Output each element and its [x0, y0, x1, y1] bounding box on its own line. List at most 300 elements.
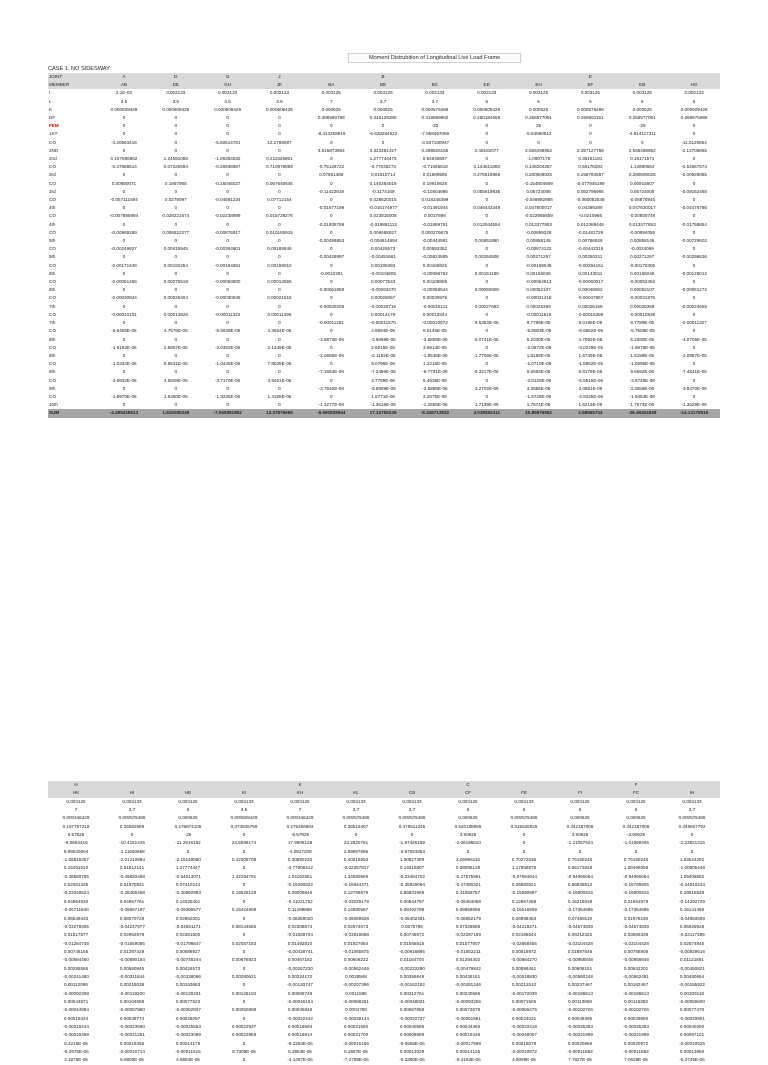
table-row	[48, 106, 720, 114]
table-cell	[668, 73, 720, 81]
table-cell: -0.00479842	[455, 965, 481, 971]
table-row	[48, 898, 720, 906]
table-row	[48, 253, 720, 261]
table-cell: -26.49404938	[616, 409, 668, 417]
table-row	[48, 931, 720, 939]
table-cell: 0.07489119	[568, 915, 592, 921]
table-cell: 0.00011496	[267, 311, 292, 317]
table-cell: -0.02357817	[343, 865, 369, 871]
table-cell: -0.00060017	[577, 279, 604, 285]
table-cell: AB	[98, 81, 150, 89]
table-cell: IH	[664, 789, 720, 797]
table-cell: 0.00044366	[455, 1023, 481, 1029]
table-cell: 3.815873964	[317, 147, 345, 153]
table-cell: 0	[174, 336, 178, 342]
table-cell: 0	[122, 303, 126, 309]
table-row	[48, 278, 720, 286]
table-row	[48, 327, 720, 335]
table-cell: -0.11422919	[318, 188, 344, 194]
table-cell: 0	[485, 131, 489, 137]
table-cell: 0	[692, 393, 696, 399]
table-cell: 0	[329, 361, 333, 367]
table-cell: 0.03669339	[623, 932, 649, 938]
table-cell: 0	[278, 123, 281, 129]
table-cell: 0	[278, 205, 281, 211]
table-cell: 6.57825	[67, 832, 85, 838]
table-cell: -0.00010101	[111, 311, 137, 317]
table-row	[48, 122, 720, 130]
table-cell	[616, 73, 668, 81]
table-cell: 1.08498056	[623, 865, 649, 871]
table-row	[48, 229, 720, 237]
table-cell: 1.34580569	[343, 873, 369, 879]
table-cell: 0.000625	[632, 106, 652, 112]
table-cell: 0	[485, 180, 489, 186]
table-cell: -0.00039144	[343, 1015, 369, 1021]
table-cell: -1.0332E-05	[111, 361, 137, 367]
table-cell: 0	[226, 238, 229, 244]
table-row	[48, 823, 720, 831]
table-cell: -3.8470E-06	[681, 385, 707, 391]
table-cell: 0	[226, 402, 229, 408]
table-cell: 0.00608151	[567, 965, 593, 971]
table-cell: -0.00102726	[623, 1007, 649, 1013]
table-cell: -0.00057960	[119, 1007, 145, 1013]
table-cell: -0.00017599	[455, 1040, 481, 1046]
table-cell: -0.00958848	[623, 957, 649, 963]
table-cell: 0	[692, 295, 696, 301]
table-cell: 0.08958085	[455, 907, 481, 913]
table-cell: 0.00426573	[175, 965, 201, 971]
table-cell: -0.00011616	[175, 1049, 201, 1054]
table-cell: 0	[278, 369, 281, 375]
table-cell: -0.08682179	[455, 915, 481, 921]
table-cell: -0.01839704	[287, 932, 313, 938]
table-cell: 0	[278, 238, 281, 244]
table-cell: CO	[49, 328, 56, 334]
table-cell: -0.00031999	[623, 1032, 649, 1038]
table-cell: KL	[328, 789, 384, 797]
table-cell: 0	[122, 369, 126, 375]
table-cell: 4.8894E-05	[371, 328, 395, 334]
table-cell: 2.48182077	[474, 147, 499, 153]
table-cell: 0.052796966	[576, 188, 604, 194]
table-cell: 8.8178E-06	[578, 369, 603, 375]
table-row	[48, 798, 720, 806]
table-cell: -0.35829094	[399, 882, 425, 888]
table-cell: 0.01121891	[680, 957, 704, 963]
table-cell: 1ST	[49, 131, 58, 137]
table-cell: 0.00212510	[511, 982, 537, 988]
table-cell: 0	[226, 303, 229, 309]
table-cell: HE	[160, 789, 216, 797]
table-cell: 0	[329, 295, 333, 301]
table-cell: -5.7508E-05	[629, 328, 655, 334]
table-cell: 0.000446429	[286, 815, 314, 821]
table-cell: 0.09009846	[287, 890, 313, 896]
table-cell: -0.00958848	[567, 957, 593, 963]
table-cell: -7.958497059	[420, 131, 450, 137]
table-cell: 7.8026E-06	[267, 361, 292, 367]
table-cell: -0.01577198	[318, 205, 345, 211]
table-cell: 0.00745972	[399, 932, 425, 938]
table-cell: 0	[485, 229, 489, 235]
table-cell: 0	[692, 123, 696, 129]
table-cell: MEMBER	[48, 81, 98, 89]
table-cell: -8.413268819	[317, 131, 346, 137]
table-cell: 0	[690, 832, 694, 838]
table-cell: 0	[640, 139, 644, 145]
table-cell: 0	[226, 172, 229, 178]
table-cell: 0.00052107	[630, 287, 655, 293]
table-cell: 0.00271267	[630, 254, 655, 260]
table-cell: -2.08198810	[455, 840, 481, 846]
table-cell: ED	[461, 81, 513, 89]
document-title: Moment Distrubition of Longitudinal Live Load Frame	[348, 53, 521, 63]
table-cell: 0.280508025	[525, 172, 552, 178]
table-cell: 0	[174, 188, 178, 194]
table-cell: 0.01577807	[455, 940, 481, 946]
table-row	[48, 998, 720, 1006]
table-cell: 2.5867E-05	[163, 344, 188, 350]
table-cell: 3.323481427	[369, 147, 397, 153]
table-cell: 0	[381, 123, 385, 129]
table-cell: 0.00608222	[343, 957, 369, 963]
table-cell: 0.00077470	[679, 1007, 705, 1013]
table-cell: 0	[122, 238, 126, 244]
table-cell: 0.00022937	[231, 1023, 257, 1029]
table-row	[48, 98, 720, 106]
table-cell: -0.01065875	[343, 948, 369, 954]
table-row	[48, 948, 720, 956]
table-cell: -0.00044884	[63, 1007, 89, 1013]
table-cell: -0.00169048	[525, 262, 552, 268]
table-cell: -3.6809E-05	[422, 336, 448, 342]
table-cell: 0.00067958	[399, 1007, 425, 1013]
table-cell: 0	[537, 139, 540, 145]
table-cell: 0.003125	[178, 798, 198, 804]
table-cell: 9th	[49, 385, 56, 391]
table-cell: 0.00271267	[526, 254, 551, 260]
table-cell: -0.00249927	[111, 246, 137, 252]
table-cell: 0.00026057	[175, 1015, 201, 1021]
table-cell: 0	[174, 172, 178, 178]
table-cell	[513, 73, 565, 81]
table-cell: 0	[329, 246, 333, 252]
table-cell: -0.00023099	[175, 1032, 201, 1038]
table-cell: -0.00021251	[119, 1032, 145, 1038]
table-cell: 0.00858146	[630, 238, 655, 244]
table-cell: 0.002133	[269, 90, 290, 96]
table-cell: 0	[578, 848, 582, 854]
table-cell: 0.02974673	[343, 923, 369, 929]
table-cell: 0.89831965	[399, 890, 425, 896]
table-cell: 0	[485, 361, 489, 367]
table-cell: 0.047630017	[628, 205, 656, 211]
table-cell	[496, 781, 552, 789]
table-cell: 0.00112086	[64, 982, 88, 988]
table-cell: -0.04893599	[679, 915, 705, 921]
table-cell: 0.01558815	[399, 940, 425, 946]
table-cell: 0.00019344	[422, 311, 448, 317]
table-cell: -0.00069475	[511, 1007, 537, 1013]
table-row	[48, 237, 720, 245]
table-row	[48, 352, 720, 360]
table-cell: 0.197767219	[62, 823, 90, 829]
table-cell: -0.00994055	[629, 229, 656, 235]
table-cell: 0.30890220	[287, 857, 313, 863]
table-cell: 9.5352E-05	[474, 320, 499, 326]
table-cell: -0.22048524	[63, 890, 89, 896]
table-cell: -0.30860993	[175, 890, 201, 896]
table-cell: -0.16016509	[511, 907, 537, 913]
table-cell: 8.2587E-05	[344, 1049, 368, 1054]
table-cell: 0.00467182	[287, 957, 313, 963]
table-cell: 0.003125	[373, 90, 393, 96]
table-cell: 0.00016814	[287, 1032, 313, 1038]
table-cell: 0	[226, 147, 229, 153]
table-cell: 0.256577091	[628, 115, 656, 121]
table-cell: -1.0907178	[526, 156, 551, 162]
table-cell: -0.00048007	[511, 1032, 537, 1038]
table-cell: 3.5	[172, 98, 179, 104]
table-row	[48, 915, 720, 923]
table-cell: 0	[242, 965, 246, 971]
table-cell: 0.19528128	[231, 890, 257, 896]
table-cell: -2.18149550	[175, 857, 201, 863]
table-row	[48, 385, 720, 393]
table-cell: -0.00010714	[119, 1049, 145, 1054]
table-cell: DE	[150, 81, 202, 89]
table-cell: 0	[634, 848, 638, 854]
title-row	[48, 52, 720, 64]
table-row	[48, 303, 720, 311]
table-cell: 0	[329, 123, 333, 129]
table-cell: -0.00518830	[511, 973, 537, 979]
table-cell: -0.00364801	[214, 246, 241, 252]
table-cell: 0	[226, 287, 229, 293]
table-cell: 0.08095128	[455, 865, 481, 871]
table-cell: 0.00089749	[287, 990, 313, 996]
table-cell: -0.00018244	[63, 1023, 89, 1029]
table-cell: 0.35516407	[343, 823, 369, 829]
table-cell: 0.386580788	[317, 115, 345, 121]
table-cell: 0	[485, 123, 489, 129]
table-cell: -0.28465458	[119, 890, 145, 896]
table-cell: 0.003125	[290, 798, 310, 804]
table-cell: -1.55816257	[63, 857, 89, 863]
table-cell: 0.00050808	[231, 1007, 257, 1013]
table-cell: -1.87426189	[399, 840, 425, 846]
table-cell: 0	[226, 369, 229, 375]
table-row	[48, 1023, 720, 1031]
table-cell: 1.42194791	[231, 873, 257, 879]
table-cell: 0.00050808	[474, 287, 499, 293]
table-cell: 0	[174, 385, 178, 391]
table-cell: -9.4163E-05	[455, 1057, 481, 1063]
table-cell: 0.00230665	[455, 990, 481, 996]
table-cell: -0.09396577	[175, 907, 201, 913]
table-cell: 0	[329, 180, 333, 186]
table-cell: 0	[122, 205, 126, 211]
table-cell: 4.6608E-06	[163, 377, 188, 383]
table-cell: 0.00019355	[119, 1040, 145, 1046]
table-cell: -0.0210966	[578, 213, 603, 219]
table-cell: 0	[174, 287, 178, 293]
table-cell: 0.003125	[580, 90, 600, 96]
table-cell: GH	[202, 81, 254, 89]
table-cell: 1.4155E-06	[267, 393, 292, 399]
table-cell: -0.16900916	[623, 890, 649, 896]
table-cell: -0.00129231	[175, 990, 201, 996]
table-cell: -3.5832E-06	[111, 377, 137, 383]
table-cell: 4th	[49, 221, 56, 227]
table-cell: 0.00020972	[623, 1040, 649, 1046]
table-cell: 0.07861488	[319, 172, 344, 178]
table-cell: 0	[278, 385, 281, 391]
table-cell: 0	[692, 131, 696, 137]
table-cell: -0.016174977	[368, 205, 398, 211]
table-cell: 3.2702E-06	[474, 385, 499, 391]
table-cell: -0.26938687	[214, 164, 241, 170]
table-cell: -2.9325E-06	[577, 393, 604, 399]
table-cell: -0.18789805	[623, 882, 649, 888]
table-cell: -0.00031999	[567, 1032, 593, 1038]
table-cell: 0.02087183	[231, 940, 257, 946]
table-cell: 0.000625	[528, 106, 549, 112]
table-cell: 0.56848812	[567, 882, 593, 888]
table-cell: 0.00396649	[399, 973, 425, 979]
table-cell: 0.14580567	[343, 907, 369, 913]
table-cell: -0.00824865	[422, 254, 448, 260]
table-cell: 0.520188955	[454, 823, 482, 829]
table-cell: 0.16171571	[630, 156, 655, 162]
table-cell: 0.000576486	[510, 815, 538, 821]
table-cell: 17.9908129	[287, 840, 313, 846]
table-cell: -14.13178515	[668, 409, 720, 417]
table-cell: -0.00594460	[63, 957, 89, 963]
table-cell: 5th	[49, 238, 56, 244]
table-cell: 0	[692, 180, 696, 186]
table-cell: -3.7170E-06	[214, 377, 241, 383]
table-cell: 0	[329, 156, 333, 162]
table-cell: 4th	[49, 205, 56, 211]
table-cell: -5.64580912	[525, 131, 552, 137]
table-cell: -0.0010291	[319, 270, 343, 276]
table-cell: -5.50514781	[214, 139, 241, 145]
table-cell: 3.90625	[459, 832, 477, 838]
table-cell: 0.07712154	[267, 197, 292, 203]
table-cell: 5.2080E-05	[630, 336, 655, 342]
table-cell: 0.318889882	[421, 115, 449, 121]
table-cell: 0.15491510	[63, 865, 89, 871]
table-cell: 2.555488952	[628, 147, 656, 153]
table-cell: 0.000625	[178, 815, 198, 821]
table-cell: 0	[278, 115, 281, 121]
table-row	[48, 906, 720, 914]
table-cell: 0.00039850	[623, 1015, 649, 1021]
table-cell: 1.7706E-05	[474, 352, 499, 358]
table-cell: G	[202, 73, 254, 81]
table-cell: BC	[409, 81, 461, 89]
table-cell: 0.00209118	[680, 990, 704, 996]
table-cell: -4.0827208	[288, 848, 312, 854]
table-cell: 0.000625	[458, 815, 478, 821]
table-cell: -0.004814994	[368, 238, 398, 244]
table-cell: 0.12967268	[511, 898, 537, 904]
table-cell: 9th	[49, 369, 56, 375]
table-cell: -0.00023560	[119, 1023, 145, 1029]
table-cell: -2.0887E-05	[681, 352, 707, 358]
table-cell: -0.01552211	[455, 948, 481, 954]
table-cell: 0.373845759	[230, 823, 258, 829]
table-cell: -0.00171449	[111, 262, 137, 268]
table-cell: 0.00026158	[578, 303, 603, 309]
table-cell: 24.5596174	[231, 840, 257, 846]
table-cell: -1.0710E-05	[525, 361, 552, 367]
table-cell: 3.038592411	[461, 409, 513, 417]
table-cell: -4.814117311	[628, 131, 657, 137]
table-cell: 0.00237467	[567, 982, 593, 988]
table-cell: HK	[48, 789, 104, 797]
table-cell: 0	[174, 303, 178, 309]
table-cell: 0.000609429	[214, 106, 242, 112]
table-cell: -0.02868455	[511, 940, 537, 946]
table-cell: 3.5914E-05	[423, 344, 447, 350]
table-cell: -0.00126012	[681, 270, 707, 276]
table-cell: -0.00162182	[399, 982, 425, 988]
table-cell: 1.519295348	[150, 409, 202, 417]
table-cell: 0.02196644	[511, 932, 537, 938]
table-cell: -0.1174169	[371, 188, 395, 194]
table-cell: 0.00438151	[455, 973, 481, 979]
table-cell: 0	[122, 336, 126, 342]
table-cell: 0.298826155	[421, 147, 449, 153]
table-cell: 0.276874106	[174, 823, 202, 829]
table-cell: 0.00844797	[399, 898, 425, 904]
table-cell: -0.00311844	[119, 973, 145, 979]
table-cell: 0.269975986	[680, 115, 708, 121]
table-cell: -0.00052452	[629, 279, 656, 285]
table-cell: -0.05870845	[629, 197, 656, 203]
table-cell: 0.41859757	[455, 890, 481, 896]
table-cell: -1.06354832	[214, 156, 241, 162]
table-cell: -0.00096762	[422, 270, 448, 276]
table-cell: 0	[329, 262, 333, 268]
table-cell	[664, 781, 720, 789]
table-cell: -0.00029801	[679, 1015, 705, 1021]
table-cell: -1.5952E-05	[577, 361, 604, 367]
table-cell: -0.00800749	[629, 213, 656, 219]
table-cell: 3.7	[128, 807, 136, 813]
table-cell: 0.00027652	[474, 303, 499, 309]
table-cell: -0.00442315	[577, 246, 604, 252]
table-cell	[409, 73, 461, 81]
table-cell: 0	[122, 115, 126, 121]
table-cell: 0.000625	[570, 815, 590, 821]
table-cell: 5	[466, 807, 470, 813]
table-cell: -0.04581234	[214, 197, 241, 203]
table-cell: 0	[485, 262, 489, 268]
table-cell: 3.0951E-06	[578, 385, 603, 391]
table-cell: -5.6405E-05	[111, 328, 137, 334]
table-cell: -0.01798647	[175, 940, 201, 946]
table-cell: 0.00153683	[175, 982, 201, 988]
table-cell: 1.17858878	[511, 865, 537, 871]
table-cell: 0	[242, 1057, 246, 1063]
table-cell: -0.00186513	[623, 990, 649, 996]
table-cell: 0.00295566	[63, 965, 89, 971]
